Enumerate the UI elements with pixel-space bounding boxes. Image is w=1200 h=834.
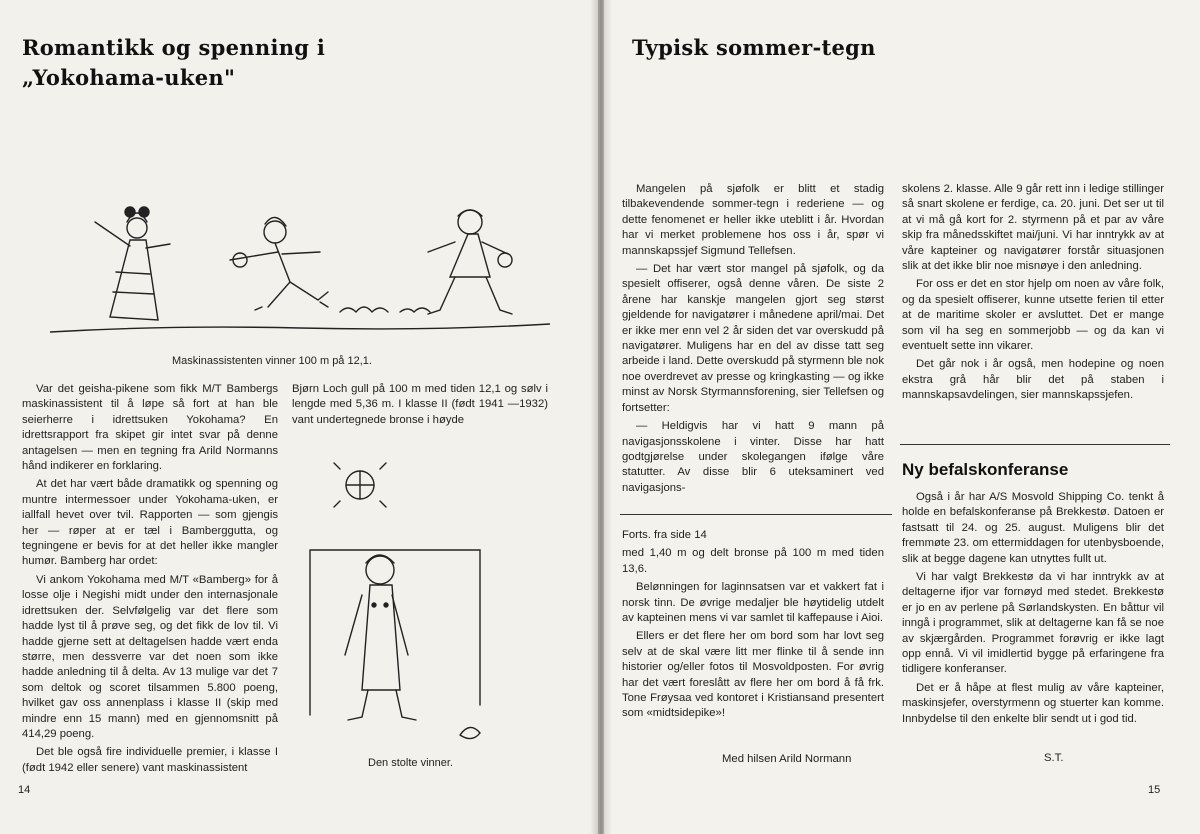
right-page [604, 0, 1200, 834]
right-column-2b [902, 490, 1164, 730]
left-col1-paragraph: At det har vært både dramatikk og spenning og muntre intermessoer under Yokohama-uken, er iallfall hevet over tvil. Rapporten — som gjengis her — røper at er tæl i Bamberggutta, og tegningene er bevis for at det heller ikke mangler humør. Bamberg har ordet: [22, 478, 278, 568]
right-col2b-paragraph: Også i år har A/S Mosvold Shipping Co. tenkt å holde en befalskonferanse på Brekkestø. Datoen er fastsatt til 24. og 25. august. Muligens blir det fremmøte 23. om ettermiddagen for utenbysboende, slik at begge dagene kan utnyttes fullt ut. [902, 491, 1164, 565]
forts-paragraph: Ellers er det flere her om bord som har lovt seg selv at de skal være litt mer flinke til å sende inn historier og/eller fotos til Mosvoldposten. For øvrig har det vært foreslått av flere her om bord å få frk. Tone Frøysaa ved kontoret i Kristiansand presentert som «midtsidepike»! [622, 630, 884, 720]
caption-bottom: Den stolte vinner. [368, 757, 453, 769]
left-page [0, 0, 598, 834]
cartoon-winner-illustration [300, 455, 500, 755]
left-column-2 [292, 382, 548, 431]
right-col1-paragraph: — Heldigvis har vi hatt 9 mann på navigasjonsskolene i vinter. Disse har hatt godtgjørelse under skolegangen ifølge våre statutter. Av disse blir 6 uteksaminert ved navigasjons- [622, 420, 884, 494]
caption-top: Maskinassistenten vinner 100 m på 12,1. [172, 355, 372, 367]
left-col1-paragraph: Var det geisha-pikene som fikk M/T Bambergs maskinassistent til å løpe så fort at han ble seierherre i idrettsuken Yokohama? En idrettsrapport fra skipet gir intet svar på denne antagelsen — men en tegning fra Arild Normanns hånd indikerer en forklaring. [22, 383, 278, 473]
subhead-befalskonferanse: Ny befalskonferanse [902, 460, 1069, 479]
right-column-2 [902, 182, 1164, 407]
forts-paragraph: med 1,40 m og delt bronse på 100 m med tiden 13,6. [622, 547, 884, 575]
forts-label: Forts. fra side 14 [622, 529, 707, 541]
right-col2-paragraph: skolens 2. klasse. Alle 9 går rett inn i ledige stillinger så snart skolene er ferdige, ca. 20. juni. Det ser ut til at vi må gå kort for 2. styrmenn på et par av våre skip fra månedsskiftet mai/juni. Vi har inntrykk av at våre kapteiner og navigatører forstår situasjonen slik at det ikke blir noe misnøye i den anledning. [902, 183, 1164, 273]
right-col2-paragraph: For oss er det en stor hjelp om noen av våre folk, og da spesielt offiserer, kunne utsette ferien til etter at de maritime skoler er avsluttet. Det er mange som vil ha seg en sommerjobb — og da kan vi eventuelt sette inn vikarer. [902, 278, 1164, 353]
signature: Med hilsen Arild Normann [722, 753, 852, 765]
right-column-1 [622, 182, 884, 499]
forts-paragraph: Belønningen for laginnsatsen var et vakkert fat i norsk tinn. De øvrige medaljer ble høytidelig utdelt av kapteinen mens vi var samlet til kaffepause i Aioi. [622, 581, 884, 625]
page-number-left: 14 [18, 784, 31, 796]
right-col1-paragraph: Mangelen på sjøfolk er blitt et stadig tilbakevendende sommer-tegn i rederiene — og dette fenomenet er heller ikke uteblitt i år. Hvordan har vi merket problemene hos oss i år, spør vi mannskapssjef Sigmund Tellefsen. [622, 183, 884, 257]
cartoon-race-illustration [50, 182, 550, 350]
left-column-1 [22, 382, 278, 779]
initials: S.T. [1044, 752, 1064, 764]
section-divider [900, 444, 1170, 445]
right-col2b-paragraph: Vi har valgt Brekkestø da vi har inntrykk av at deltagerne ifjor var fornøyd med stedet. Brekkestø er jo en av perlene på Sørlandskysten. En båttur vil inngå i programmet, slik at deltagerne kan få se noe av skjærgården. Programmet forøvrig er ikke lagt opp ennå. Vi vil imidlertid bygge på erfaringene fra tidligere konferanser. [902, 571, 1164, 676]
left-col2-paragraph: Bjørn Loch gull på 100 m med tiden 12,1 og sølv i lengde med 5,36 m. I klasse II (født 1941 —1932) vant undertegnede bronse i høyde [292, 383, 548, 426]
column-divider [620, 514, 892, 515]
page-number-right: 15 [1148, 784, 1161, 796]
right-col1-paragraph: — Det har vært stor mangel på sjøfolk, og da spesielt offiserer, også denne våren. De siste 2 årene har kanskje mangelen gjort seg størst gjeldende for navigatører i månedene april/mai. Det er ikke mer enn vel 2 år siden det var overskudd på navigatører. Muligens har en del av disse tatt seg arbeide i land. Dette overskudd på styrmenn ble nok noe overdrevet av presse og kringkasting — og ikke minst av Norsk Styrmannsforening, sier Tellefsen og fortsetter: [622, 263, 884, 414]
book-gutter-shadow [590, 0, 612, 834]
left-col1-paragraph: Det ble også fire individuelle premier, i klasse I (født 1942 eller senere) vant maskinassistent [22, 746, 278, 774]
right-col2-paragraph: Det går nok i år også, men hodepine og noen ekstra grå hår blir det på staben i mannskapsavdelingen, sier mannskapssjefen. [902, 358, 1164, 402]
left-headline-line2: „Yokohama-uken" [22, 65, 236, 90]
right-col2b-paragraph: Det er å håpe at flest mulig av våre kapteiner, maskinsjefer, overstyrmenn og stuerter kan komme. Innbydelse til den enkelte blir sendt ut i god tid. [902, 681, 1164, 725]
forts-section [622, 528, 884, 725]
right-headline: Typisk sommer-tegn [632, 35, 876, 60]
left-col1-paragraph: Vi ankom Yokohama med M/T «Bamberg» for å losse olje i Negishi midt under den internasjonale idrettsuken der. Selvfølgelig var det flere som hadde lyst til å prøve seg, og det fikk de lov til. Vi hadde gjerne sett at deltagelsen hadde vært enda større, men dessverre var det noen som ikke hadde anledning til å delta. Av 13 mulige var det 7 som deltok og scoret tilsammen 5.800 poeng, hvilket gav oss annenplass i klasse II (skip med mindre enn 15 mann) med en gjennomsnitt på 414,29 poeng. [22, 573, 278, 740]
left-headline-line1: Romantikk og spenning i [22, 35, 326, 60]
